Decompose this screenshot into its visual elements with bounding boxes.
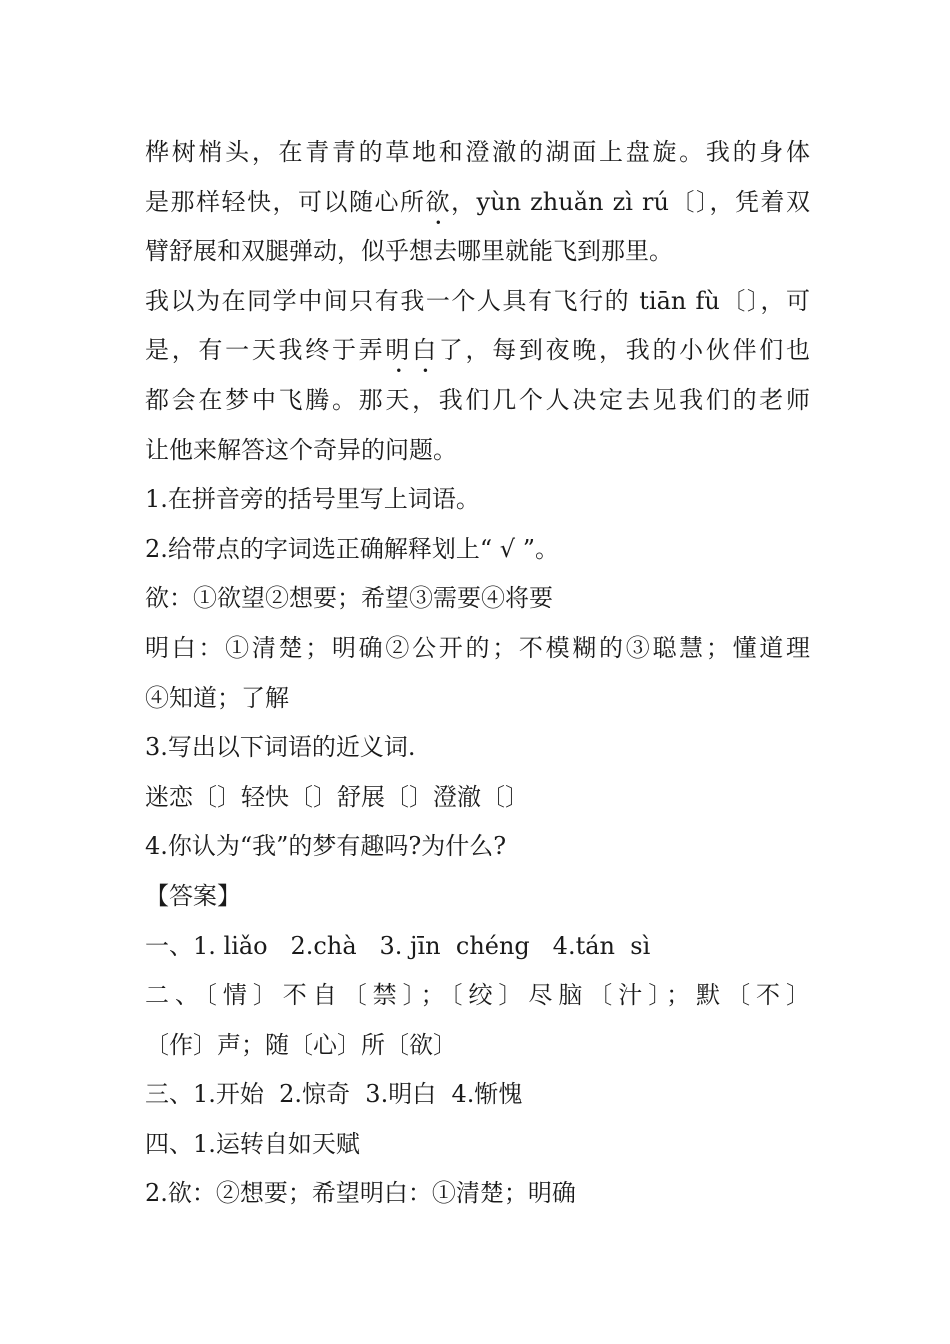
question-2: 2.给带点的字词选正确解释划上“ √ ”。 <box>145 534 559 563</box>
question-2-mingbai-options: 明白：①清楚；明确②公开的；不模糊的③聪慧；懂道理 <box>145 633 810 662</box>
answer-2-line-2: 〔作〕声；随〔心〕所〔欲〕 <box>145 1030 457 1059</box>
question-4: 4.你认为“我”的梦有趣吗?为什么? <box>145 832 507 861</box>
question-2-mingbai-options-cont: ④知道；了解 <box>145 683 289 712</box>
passage-text: 了，每到夜晚，我的小伙伴们也 <box>438 336 811 365</box>
answer-2-line-1: 二、〔情〕不自〔禁〕；〔绞〕尽脑〔汁〕；默〔不〕 <box>145 981 810 1010</box>
question-1: 1.在拼音旁的括号里写上词语。 <box>145 485 480 514</box>
answer-1: 一、1. liǎo 2.chà 3. jīn chéng 4.tán sì <box>145 931 651 960</box>
passage-text: ，yùn zhuǎn zì rú〔〕，凭着双 <box>451 187 811 216</box>
question-3: 3.写出以下词语的近义词. <box>145 733 416 762</box>
question-3-words: 迷恋〔〕轻快〔〕舒展〔〕澄澈〔〕 <box>145 782 529 811</box>
answers-heading: 【答案】 <box>145 881 241 910</box>
dotted-word-mingbai: 明白 <box>385 336 439 365</box>
dotted-word-yu: 欲 <box>425 187 452 216</box>
document-page <box>145 128 810 1219</box>
passage-line-7: 让他来解答这个奇异的问题。 <box>145 435 457 464</box>
answer-4-line-2: 2.欲：②想要；希望明白：①清楚；明确 <box>145 1179 576 1208</box>
passage-line-3: 臂舒展和双腿弹动，似乎想去哪里就能飞到那里。 <box>145 237 673 266</box>
passage-line-6: 都会在梦中飞腾。那天，我们几个人决定去见我们的老师 <box>145 385 810 414</box>
passage-line-4: 我以为在同学中间只有我一个人具有飞行的 tiān fù〔〕，可 <box>145 286 810 315</box>
answer-4-line-1: 四、1.运转自如天赋 <box>145 1129 360 1158</box>
passage-line-5 <box>145 326 810 376</box>
question-2-yu-options: 欲：①欲望②想要；希望③需要④将要 <box>145 584 553 613</box>
passage-line-1: 桦树梢头，在青青的草地和澄澈的湖面上盘旋。我的身体 <box>145 138 810 166</box>
passage-text: 是，有一天我终于弄 <box>145 336 386 365</box>
passage-text: 是那样轻快，可以随心所 <box>145 187 426 216</box>
answer-3: 三、1.开始 2.惊奇 3.明白 4.惭愧 <box>145 1080 523 1109</box>
passage-line-2 <box>145 178 810 228</box>
